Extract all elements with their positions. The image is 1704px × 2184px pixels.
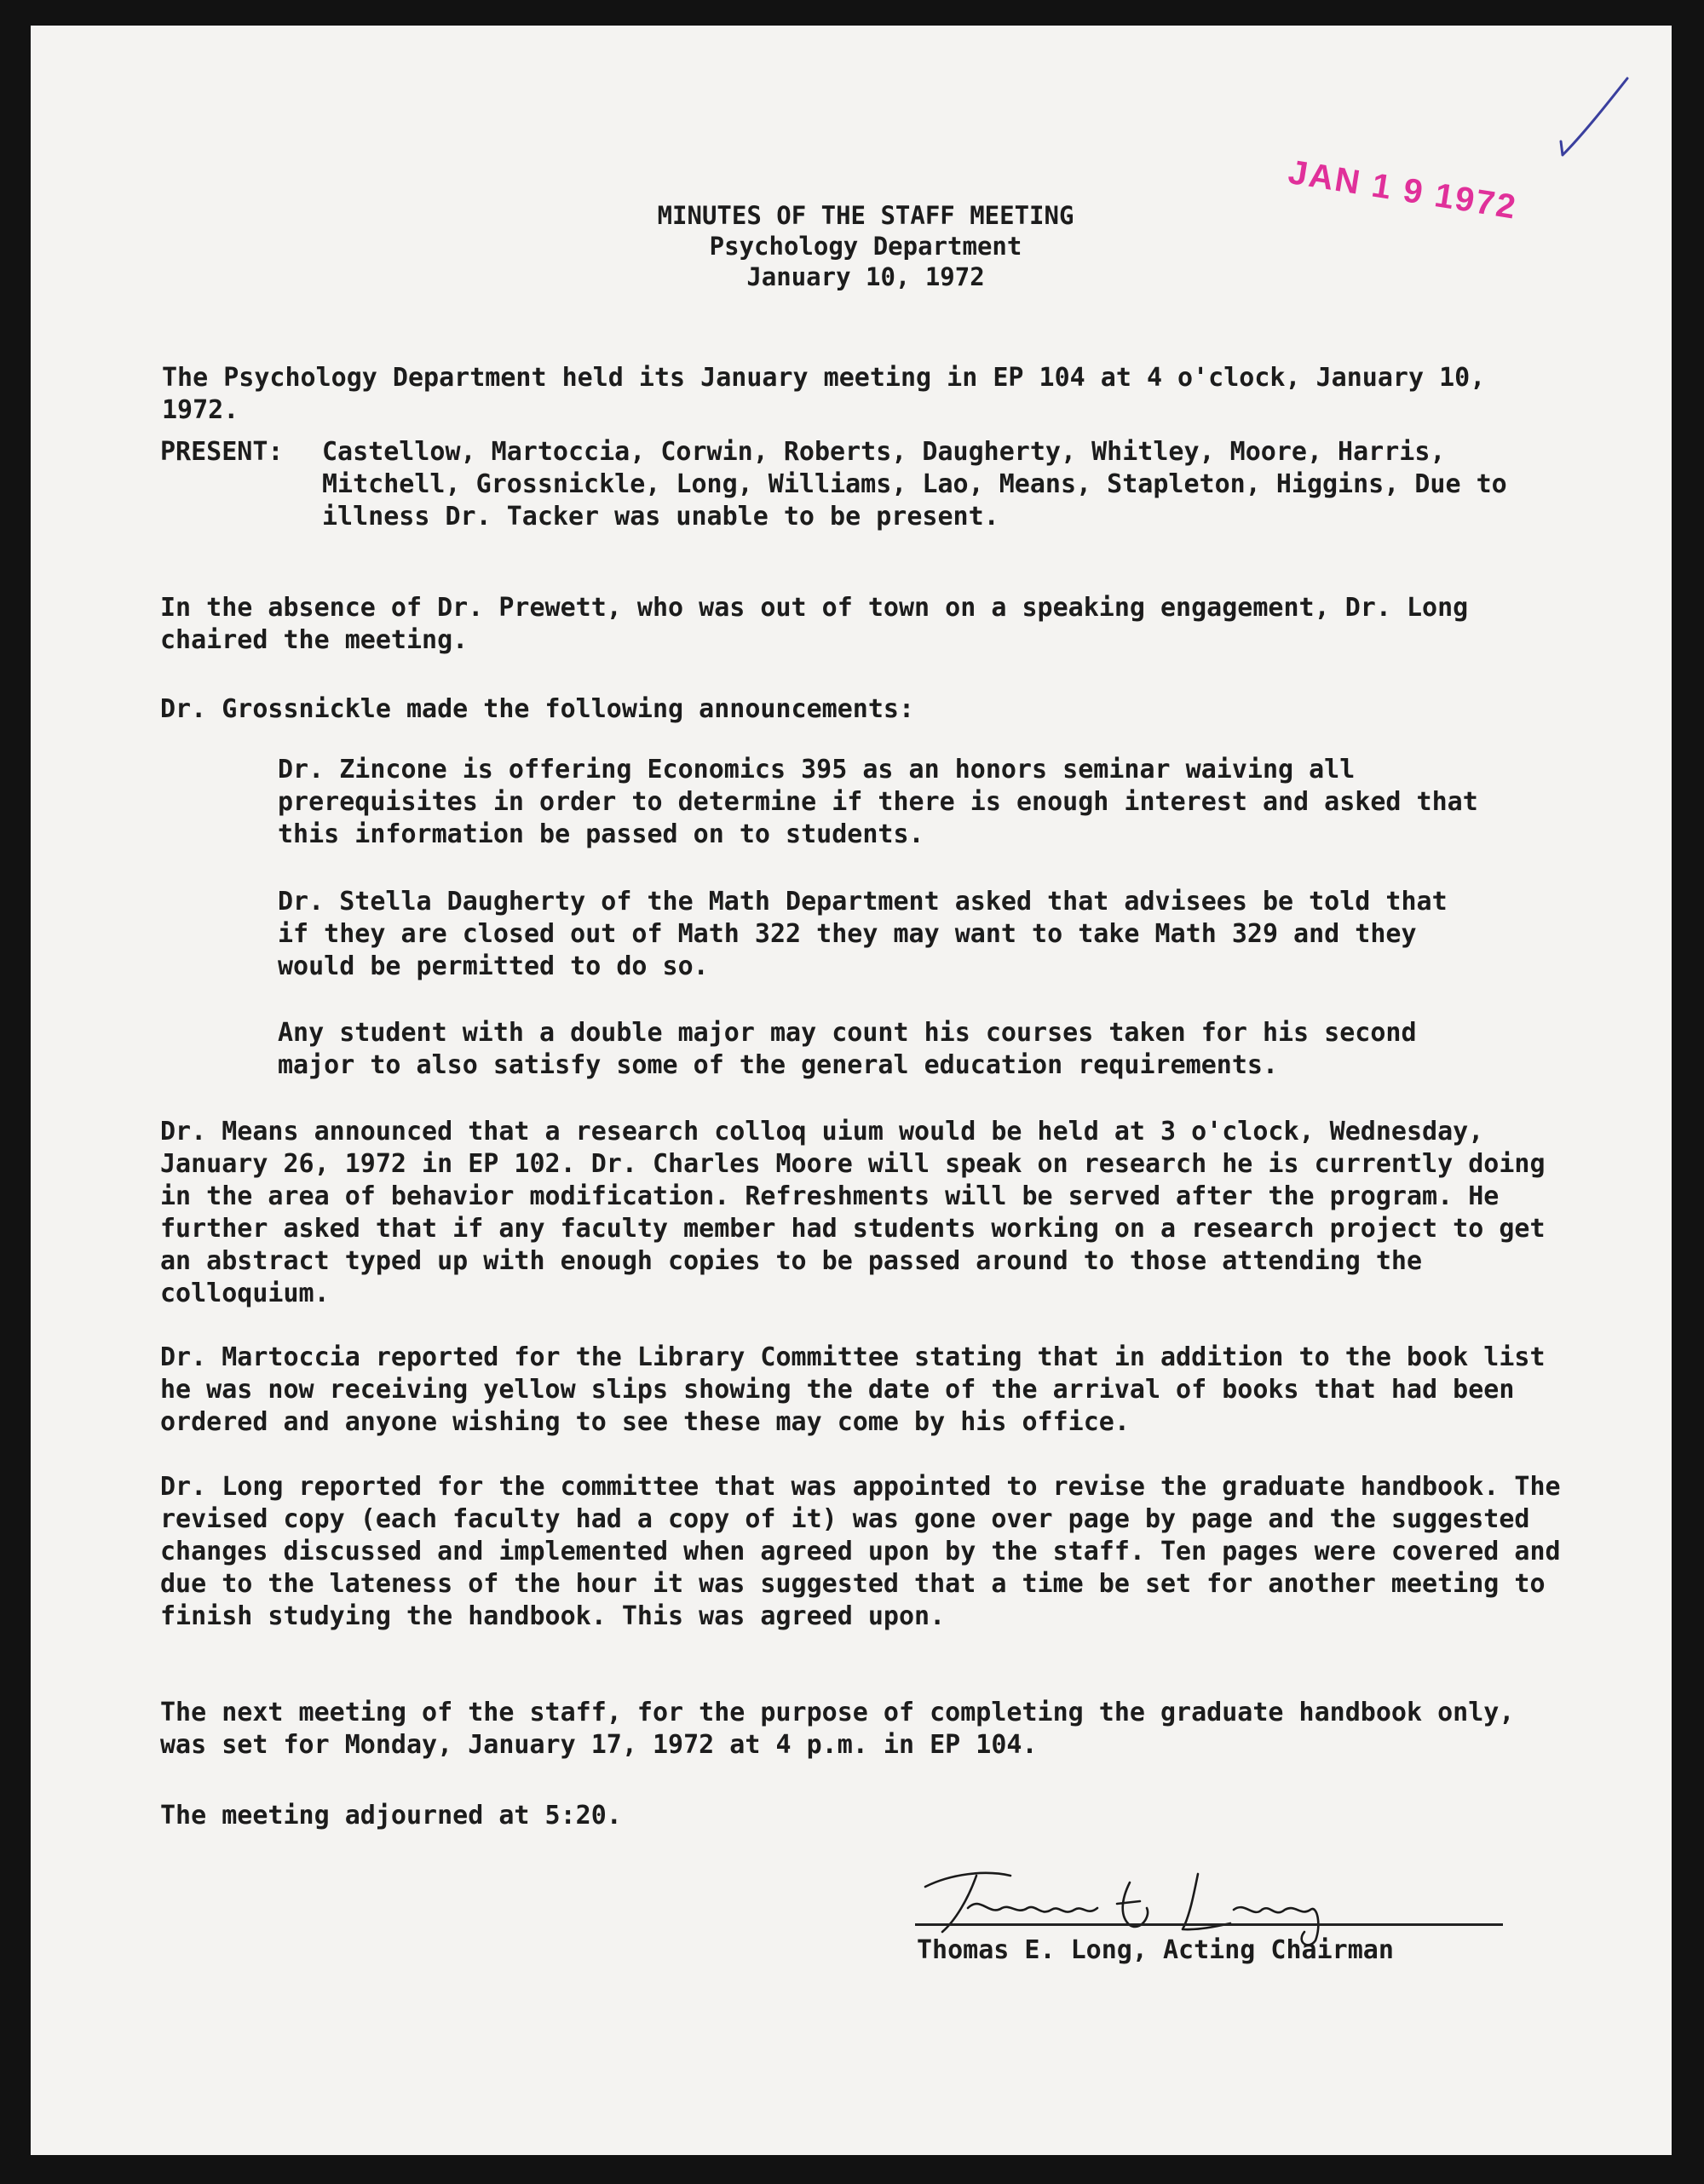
signatory-name: Thomas E. Long, Acting Chairman: [917, 1935, 1394, 1965]
meeting-date: January 10, 1972: [746, 262, 985, 291]
intro-paragraph: The Psychology Department held its January meeting in EP 104 at 4 o'clock, January 10, 1972.: [162, 363, 1486, 425]
received-date-stamp: JAN 1 9 1972: [1286, 153, 1520, 227]
absence-paragraph: In the absence of Dr. Prewett, who was out of town on a speaking engagement, Dr. Long chaired the meeting.: [160, 593, 1469, 655]
announcement-3: Any student with a double major may count his courses taken for his second major to also satisfy some of the general education requirements.: [278, 1018, 1417, 1080]
document-header: [31, 200, 1672, 292]
department-name: Psychology Department: [709, 232, 1022, 261]
present-label: PRESENT:: [160, 437, 284, 467]
document-title: MINUTES OF THE STAFF MEETING: [657, 201, 1074, 230]
signature-line: [915, 1923, 1503, 1926]
announcement-1: Dr. Zincone is offering Economics 395 as an honors seminar waiving all prerequisites in order to determine if there is enough interest and asked that this information be passed on to students.: [278, 755, 1478, 849]
means-paragraph: Dr. Means announced that a research colloq uium would be held at 3 o'clock, Wednesday, January 26, 1972 in EP 102. Dr. Charles Moore will speak on research he is currently doing in the area of behavior modification. Refreshments will be served after the program. He further asked that if any faculty member had students working on a research project to get an abstract typed up with enough copies to be passed around to those attending the colloquium.: [160, 1117, 1546, 1308]
long-report-paragraph: Dr. Long reported for the committee that was appointed to revise the graduate handbook. The revised copy (each faculty had a copy of it) was gone over page by page and the suggested changes discussed and implemented when agreed upon by the staff. Ten pages were covered and due to the lateness of the hour it was suggested that a time be set for another meeting to finish studying the handbook. This was agreed upon.: [160, 1472, 1561, 1631]
next-meeting-paragraph: The next meeting of the staff, for the purpose of completing the graduate handbook only, was set for Monday, January 17, 1972 at 4 p.m. in EP 104.: [160, 1698, 1515, 1760]
martoccia-paragraph: Dr. Martoccia reported for the Library Committee stating that in addition to the book list he was now receiving yellow slips showing the date of the arrival of books that had been ordered and anyone wishing to see these may come by his office.: [160, 1342, 1546, 1437]
present-names: Castellow, Martoccia, Corwin, Roberts, Daugherty, Whitley, Moore, Harris, Mitchell, Grossnickle, Long, Williams, Lao, Means, Stapleton, Higgins, Due to illness Dr. Tacker was unable to be present.: [322, 437, 1507, 532]
checkmark-icon: [1513, 60, 1632, 179]
adjourned-paragraph: The meeting adjourned at 5:20.: [160, 1801, 622, 1831]
document-page: [31, 26, 1672, 2155]
announcements-intro: Dr. Grossnickle made the following announcements:: [160, 694, 915, 724]
announcement-2: Dr. Stella Daugherty of the Math Department asked that advisees be told that if they are closed out of Math 322 they may want to take Math 329 and they would be permitted to do so.: [278, 887, 1448, 981]
